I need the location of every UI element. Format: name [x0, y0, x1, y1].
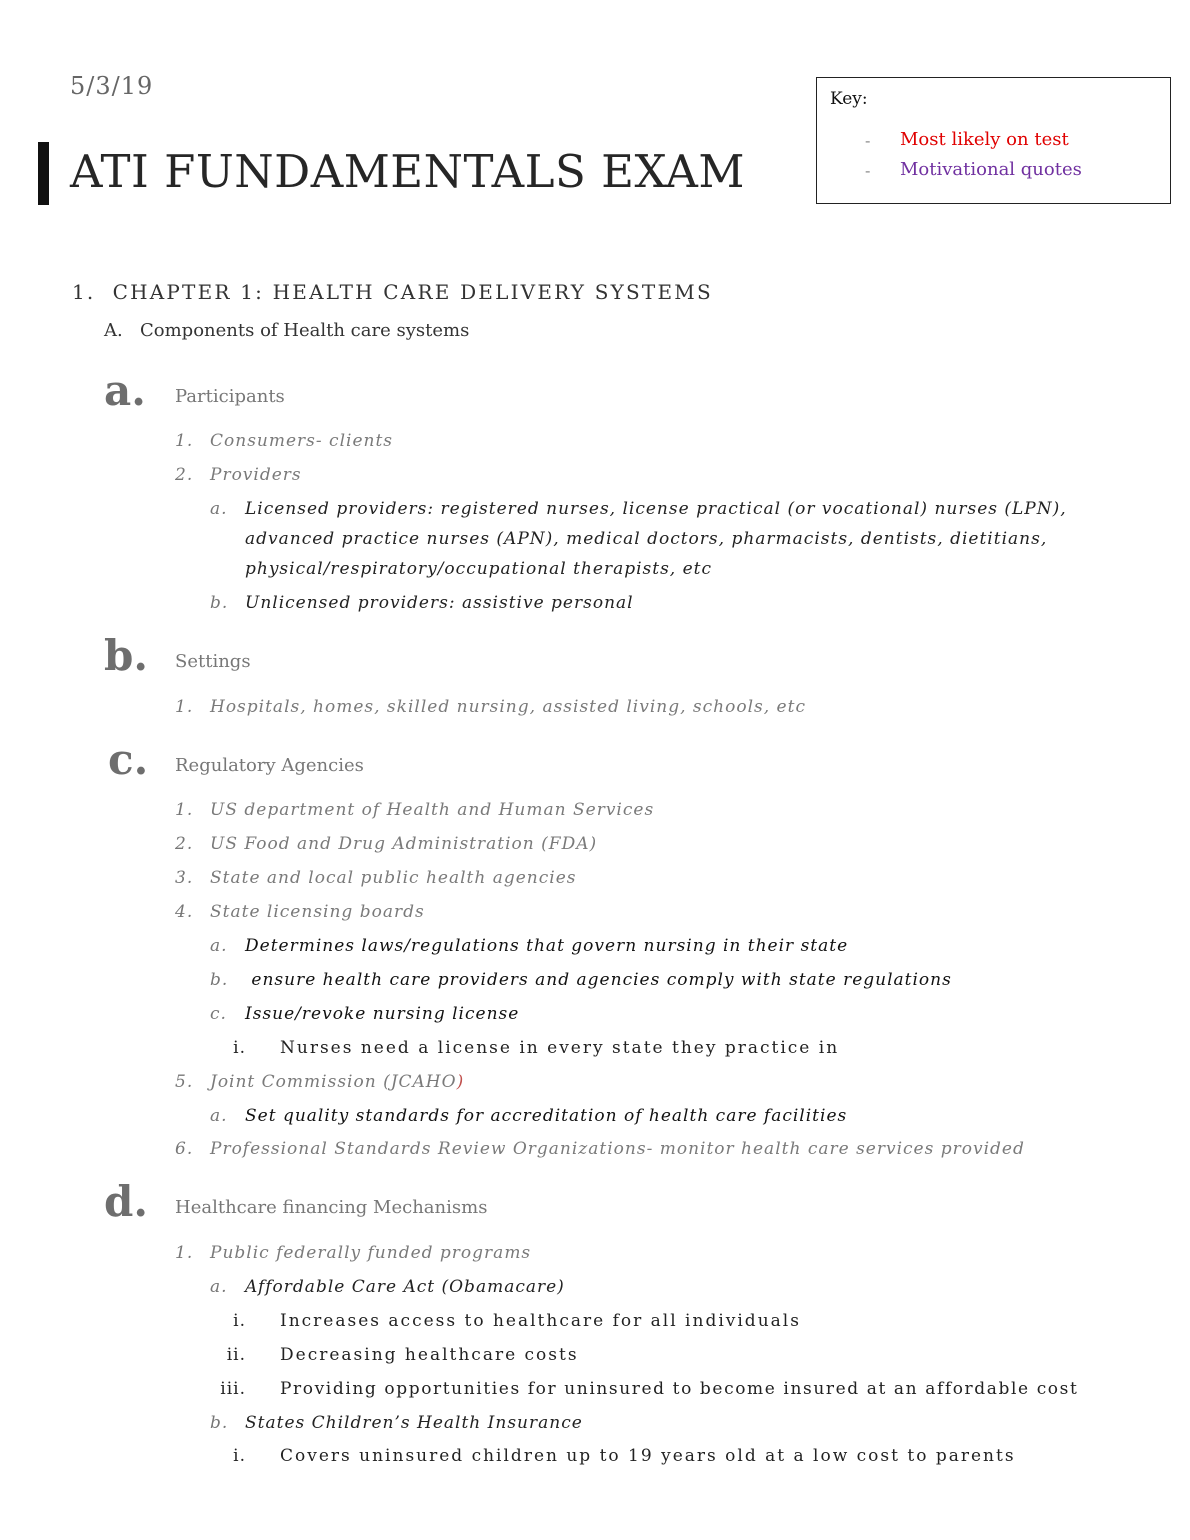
list-item: advanced practice nurses (APN), medical doctors, pharmacists, dentists, dietitians,: [245, 529, 1048, 549]
list-item: Consumers- clients: [210, 431, 394, 451]
list-item: Licensed providers: registered nurses, license practical (or vocational) nurses (LPN),: [245, 499, 1067, 519]
list-item: Providing opportunities for uninsured to become insured at an affordable cost: [280, 1379, 1079, 1399]
chapter-number: 1.: [72, 280, 96, 304]
list-item: Covers uninsured children up to 19 years old at a low cost to parents: [280, 1446, 1016, 1466]
list-number: 1.: [175, 800, 194, 820]
list-item: Issue/revoke nursing license: [245, 1004, 520, 1024]
list-number: 3.: [175, 868, 194, 888]
document-date: 5/3/19: [70, 72, 154, 100]
list-item-suffix: ): [456, 1072, 465, 1092]
key-item-most-likely: Most likely on test: [900, 129, 1069, 150]
key-dash: -: [865, 161, 871, 180]
sub-marker: a.: [210, 499, 228, 519]
sub-marker: b.: [210, 593, 229, 613]
list-item: physical/respiratory/occupational therapists, etc: [245, 559, 713, 579]
subsection-title: Components of Health care systems: [140, 320, 470, 341]
list-number: 2.: [175, 834, 194, 854]
list-number: 2.: [175, 465, 194, 485]
section-letter-c: c.: [108, 735, 149, 784]
section-title-participants: Participants: [175, 386, 285, 407]
roman-marker: ii.: [226, 1345, 246, 1365]
list-item: Affordable Care Act (Obamacare): [245, 1277, 565, 1297]
roman-marker: i.: [233, 1311, 246, 1331]
list-item: State and local public health agencies: [210, 868, 577, 888]
roman-marker: i.: [233, 1446, 246, 1466]
list-item: Professional Standards Review Organizations- monitor health care services provided: [210, 1139, 1025, 1159]
list-number: 1.: [175, 697, 194, 717]
list-number: 6.: [175, 1139, 194, 1159]
list-number: 4.: [175, 902, 194, 922]
sub-marker: a.: [210, 1277, 228, 1297]
sub-marker: a.: [210, 936, 228, 956]
list-item: Hospitals, homes, skilled nursing, assisted living, schools, etc: [210, 697, 806, 717]
list-item: Determines laws/regulations that govern nursing in their state: [245, 936, 849, 956]
roman-marker: iii.: [220, 1379, 246, 1399]
list-item: States Children’s Health Insurance: [245, 1413, 583, 1433]
key-label: Key:: [830, 89, 868, 109]
list-item: Providers: [210, 465, 302, 485]
list-item: US department of Health and Human Services: [210, 800, 655, 820]
section-letter-a: a.: [104, 366, 146, 415]
list-item: Set quality standards for accreditation of health care facilities: [245, 1106, 848, 1126]
list-item: Unlicensed providers: assistive personal: [245, 593, 634, 613]
list-number: 5.: [175, 1072, 194, 1092]
chapter-heading: [72, 280, 713, 304]
list-item: Increases access to healthcare for all individuals: [280, 1311, 801, 1331]
list-item: State licensing boards: [210, 902, 425, 922]
sub-marker: c.: [210, 1004, 227, 1024]
section-letter-b: b.: [104, 631, 148, 680]
list-item: Nurses need a license in every state they practice in: [280, 1038, 840, 1058]
chapter-title: CHAPTER 1: HEALTH CARE DELIVERY SYSTEMS: [112, 280, 713, 304]
roman-marker: i.: [233, 1038, 246, 1058]
sub-marker: b.: [210, 1413, 229, 1433]
section-letter-d: d.: [104, 1177, 148, 1226]
section-title-financing: Healthcare financing Mechanisms: [175, 1197, 488, 1218]
key-legend-box: [816, 77, 1171, 204]
list-item: US Food and Drug Administration (FDA): [210, 834, 598, 854]
sub-marker: b.: [210, 970, 229, 990]
list-number: 1.: [175, 431, 194, 451]
title-accent-bar: [38, 142, 49, 205]
key-item-motivational: Motivational quotes: [900, 159, 1082, 180]
list-item: Public federally funded programs: [210, 1243, 532, 1263]
key-dash: -: [865, 131, 871, 150]
sub-marker: a.: [210, 1106, 228, 1126]
list-item: ensure health care providers and agencies comply with state regulations: [245, 970, 952, 990]
section-title-settings: Settings: [175, 651, 251, 672]
subsection-marker: A.: [104, 320, 123, 341]
list-item: Decreasing healthcare costs: [280, 1345, 579, 1365]
document-title: ATI FUNDAMENTALS EXAM: [70, 145, 745, 198]
list-number: 1.: [175, 1243, 194, 1263]
list-item-text: Joint Commission (JCAHO: [210, 1072, 457, 1092]
section-title-regulatory: Regulatory Agencies: [175, 755, 364, 776]
list-item: [210, 1072, 464, 1092]
